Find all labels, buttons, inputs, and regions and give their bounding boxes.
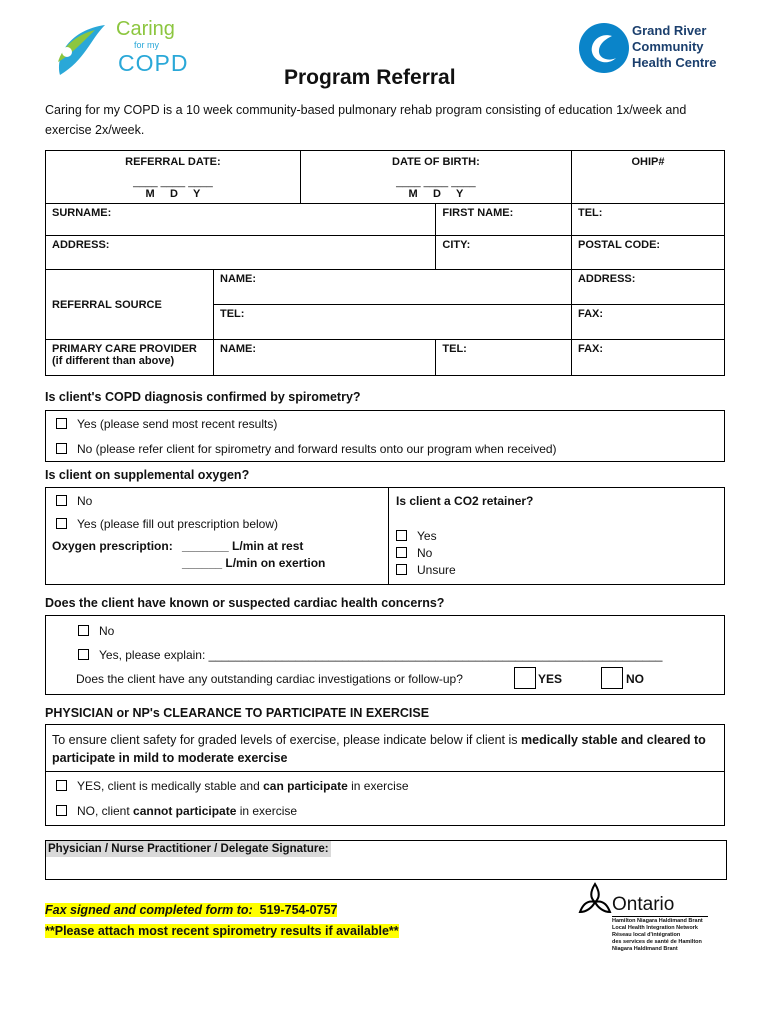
- inv-no-label: NO: [626, 672, 644, 686]
- trillium-icon: [578, 882, 612, 918]
- cardiac-no-option[interactable]: [78, 624, 114, 638]
- spirometry-yes-checkbox[interactable]: [56, 418, 67, 429]
- rs-tel-cell[interactable]: [214, 305, 572, 340]
- oxygen-prescription-label: Oxygen prescription:: [52, 539, 173, 553]
- ontario-name: Ontario: [612, 894, 675, 915]
- spirometry-yes-label: Yes (please send most recent results): [77, 417, 278, 431]
- co2-yes-option[interactable]: [396, 529, 437, 543]
- inv-yes-checkbox[interactable]: [514, 667, 536, 689]
- clearance-yes-part2: in exercise: [347, 779, 409, 793]
- rs-address-cell[interactable]: [571, 270, 724, 305]
- clearance-yes-bold: can participate: [263, 779, 348, 793]
- co2-no-option[interactable]: [396, 546, 432, 560]
- intro-text: Caring for my COPD is a 10 week community-based pulmonary rehab program consisting of education 1x/week and exercise 2x/week.: [45, 103, 687, 137]
- copd-word: COPD: [118, 50, 189, 76]
- ontario-logo: [578, 880, 718, 958]
- clearance-text-bold: medically stable and cleared to participate in mild to moderate exercise: [52, 733, 706, 765]
- oxygen-no-option[interactable]: [56, 494, 92, 508]
- fax-attach-note: **Please attach most recent spirometry results if available**: [45, 924, 399, 938]
- tel-label: TEL:: [578, 207, 603, 219]
- pcp-tel-cell[interactable]: [436, 340, 572, 376]
- clearance-yes-part1: YES, client is medically stable and: [77, 779, 264, 793]
- spirometry-yes-option[interactable]: [56, 417, 277, 431]
- co2-question: Is client a CO2 retainer?: [396, 494, 534, 508]
- copd-logo-icon: [50, 20, 110, 80]
- oxygen-question: Is client on supplemental oxygen?: [45, 468, 250, 482]
- surname-label: SURNAME:: [52, 207, 112, 219]
- date-of-birth-label: DATE OF BIRTH:: [392, 156, 480, 168]
- grand-river-line3: Health Centre: [632, 55, 717, 70]
- pcp-label-line1: PRIMARY CARE PROVIDER: [52, 343, 197, 355]
- rs-fax-label: FAX:: [577, 308, 604, 320]
- fax-label: Fax signed and completed form to:: [45, 903, 253, 917]
- co2-yes-checkbox[interactable]: [396, 530, 407, 541]
- caring-for-my-copd-logo: [50, 20, 190, 80]
- cardiac-yes-option[interactable]: [78, 648, 662, 662]
- spirometry-no-checkbox[interactable]: [56, 443, 67, 454]
- pcp-tel-label: TEL:: [442, 343, 467, 355]
- signature-box[interactable]: [45, 840, 727, 880]
- cardiac-question: Does the client have known or suspected cardiac health concerns?: [45, 596, 445, 610]
- rs-tel-label: TEL:: [220, 308, 245, 320]
- postal-code-label: POSTAL CODE:: [578, 239, 661, 251]
- pcp-label-line2: (if different than above): [52, 355, 175, 367]
- cardiac-yes-label: Yes, please explain: ____________________________________________________________________: [99, 648, 663, 662]
- clearance-heading: PHYSICIAN or NP's CLEARANCE TO PARTICIPATE IN EXERCISE: [45, 706, 430, 720]
- oxygen-rest-field[interactable]: _______ L/min at rest: [182, 539, 304, 553]
- oxygen-exertion-field[interactable]: ______ L/min on exertion: [182, 556, 326, 570]
- referral-source-cell: [46, 270, 214, 340]
- ontario-lhin-text: [612, 918, 722, 953]
- inv-yes-label: YES: [538, 672, 563, 686]
- clearance-no-part1: NO, client: [77, 804, 134, 818]
- oxygen-box: [45, 487, 725, 585]
- ontario-line5: Niagara Haldimand Brant: [612, 946, 678, 952]
- ontario-line3: Réseau local d'intégration: [612, 932, 681, 938]
- pcp-name-cell[interactable]: [214, 340, 436, 376]
- fax-number: 519-754-0757: [259, 903, 338, 917]
- co2-unsure-label: Unsure: [417, 563, 456, 577]
- address-cell[interactable]: [46, 236, 436, 270]
- rs-fax-cell[interactable]: [571, 305, 724, 340]
- referral-date-label: REFERRAL DATE:: [125, 156, 221, 168]
- grand-river-logo: [578, 22, 758, 78]
- address-label: ADDRESS:: [52, 239, 110, 251]
- clearance-text-part1: To ensure client safety for graded levels of exercise, please indicate below if client is: [52, 733, 521, 747]
- caring-word: Caring: [116, 18, 175, 40]
- grand-river-swirl-icon: [578, 22, 630, 74]
- first-name-label: FIRST NAME:: [442, 207, 514, 219]
- inv-no-checkbox[interactable]: [601, 667, 623, 689]
- pcp-name-label: NAME:: [220, 343, 257, 355]
- postal-code-cell[interactable]: [572, 236, 725, 270]
- ontario-line2: Local Health Integration Network: [612, 925, 698, 931]
- page-title: Program Referral: [284, 66, 456, 89]
- date-of-birth-cell[interactable]: [300, 151, 571, 204]
- co2-unsure-checkbox[interactable]: [396, 564, 407, 575]
- cardiac-investigations-label: Does the client have any outstanding cardiac investigations or follow-up?: [76, 672, 463, 686]
- for-my-word: for my: [134, 40, 160, 50]
- spirometry-question: Is client's COPD diagnosis confirmed by spirometry?: [45, 390, 361, 404]
- co2-no-label: No: [417, 546, 433, 560]
- spirometry-no-label: No (please refer client for spirometry and forward results onto our program when received): [77, 442, 557, 456]
- dob-mdy: M D Y: [408, 188, 464, 200]
- cardiac-yes-checkbox[interactable]: [78, 649, 89, 660]
- cardiac-no-checkbox[interactable]: [78, 625, 89, 636]
- referral-table: [45, 150, 725, 376]
- ohip-cell[interactable]: [571, 151, 724, 204]
- grand-river-line2: Community: [632, 39, 704, 54]
- city-cell[interactable]: [436, 236, 572, 270]
- rs-name-label: NAME:: [220, 273, 257, 285]
- cardiac-box: [45, 615, 725, 695]
- co2-yes-label: Yes: [417, 529, 437, 543]
- referral-date-blanks: ____ ____ ____: [133, 176, 213, 188]
- ohip-label: OHIP#: [631, 156, 665, 168]
- spirometry-no-option[interactable]: [56, 442, 557, 456]
- oxygen-yes-option[interactable]: [56, 517, 278, 531]
- spirometry-box: [45, 410, 725, 462]
- cardiac-no-label: No: [99, 624, 115, 638]
- referral-date-cell[interactable]: [46, 151, 301, 204]
- pcp-fax-label: FAX:: [578, 343, 604, 355]
- first-name-cell[interactable]: [436, 204, 572, 236]
- dob-blanks: ____ ____ ____: [396, 176, 476, 188]
- oxygen-yes-label: Yes (please fill out prescription below): [77, 517, 278, 531]
- pcp-fax-cell[interactable]: [572, 340, 725, 376]
- ontario-line4: des services de santé de Hamilton: [612, 939, 702, 945]
- referral-source-label: REFERRAL SOURCE: [52, 298, 162, 311]
- referral-date-mdy: M D Y: [145, 188, 201, 200]
- grand-river-line1: Grand River: [632, 23, 707, 38]
- rs-name-cell[interactable]: [214, 270, 572, 305]
- signature-label: Physician / Nurse Practitioner / Delegate Signature:: [48, 843, 329, 855]
- clearance-no-checkbox[interactable]: [56, 805, 67, 816]
- clearance-no-bold: cannot participate: [133, 804, 237, 818]
- clearance-no-part2: in exercise: [236, 804, 298, 818]
- fax-instruction: [45, 903, 337, 917]
- clearance-box: [45, 724, 725, 826]
- oxygen-yes-checkbox[interactable]: [56, 518, 67, 529]
- pcp-cell: [46, 340, 214, 376]
- co2-unsure-option[interactable]: [396, 563, 456, 577]
- clearance-no-option[interactable]: [56, 804, 297, 818]
- rs-address-label: ADDRESS:: [577, 273, 636, 285]
- ontario-line1: Hamilton Niagara Haldimand Brant: [612, 918, 703, 924]
- city-label: CITY:: [442, 239, 471, 251]
- clearance-yes-option[interactable]: [56, 779, 409, 793]
- oxygen-no-label: No: [77, 494, 93, 508]
- oxygen-no-checkbox[interactable]: [56, 495, 67, 506]
- clearance-yes-checkbox[interactable]: [56, 780, 67, 791]
- co2-no-checkbox[interactable]: [396, 547, 407, 558]
- surname-cell[interactable]: [46, 204, 436, 236]
- clearance-text: [52, 731, 712, 767]
- tel-cell[interactable]: [572, 204, 725, 236]
